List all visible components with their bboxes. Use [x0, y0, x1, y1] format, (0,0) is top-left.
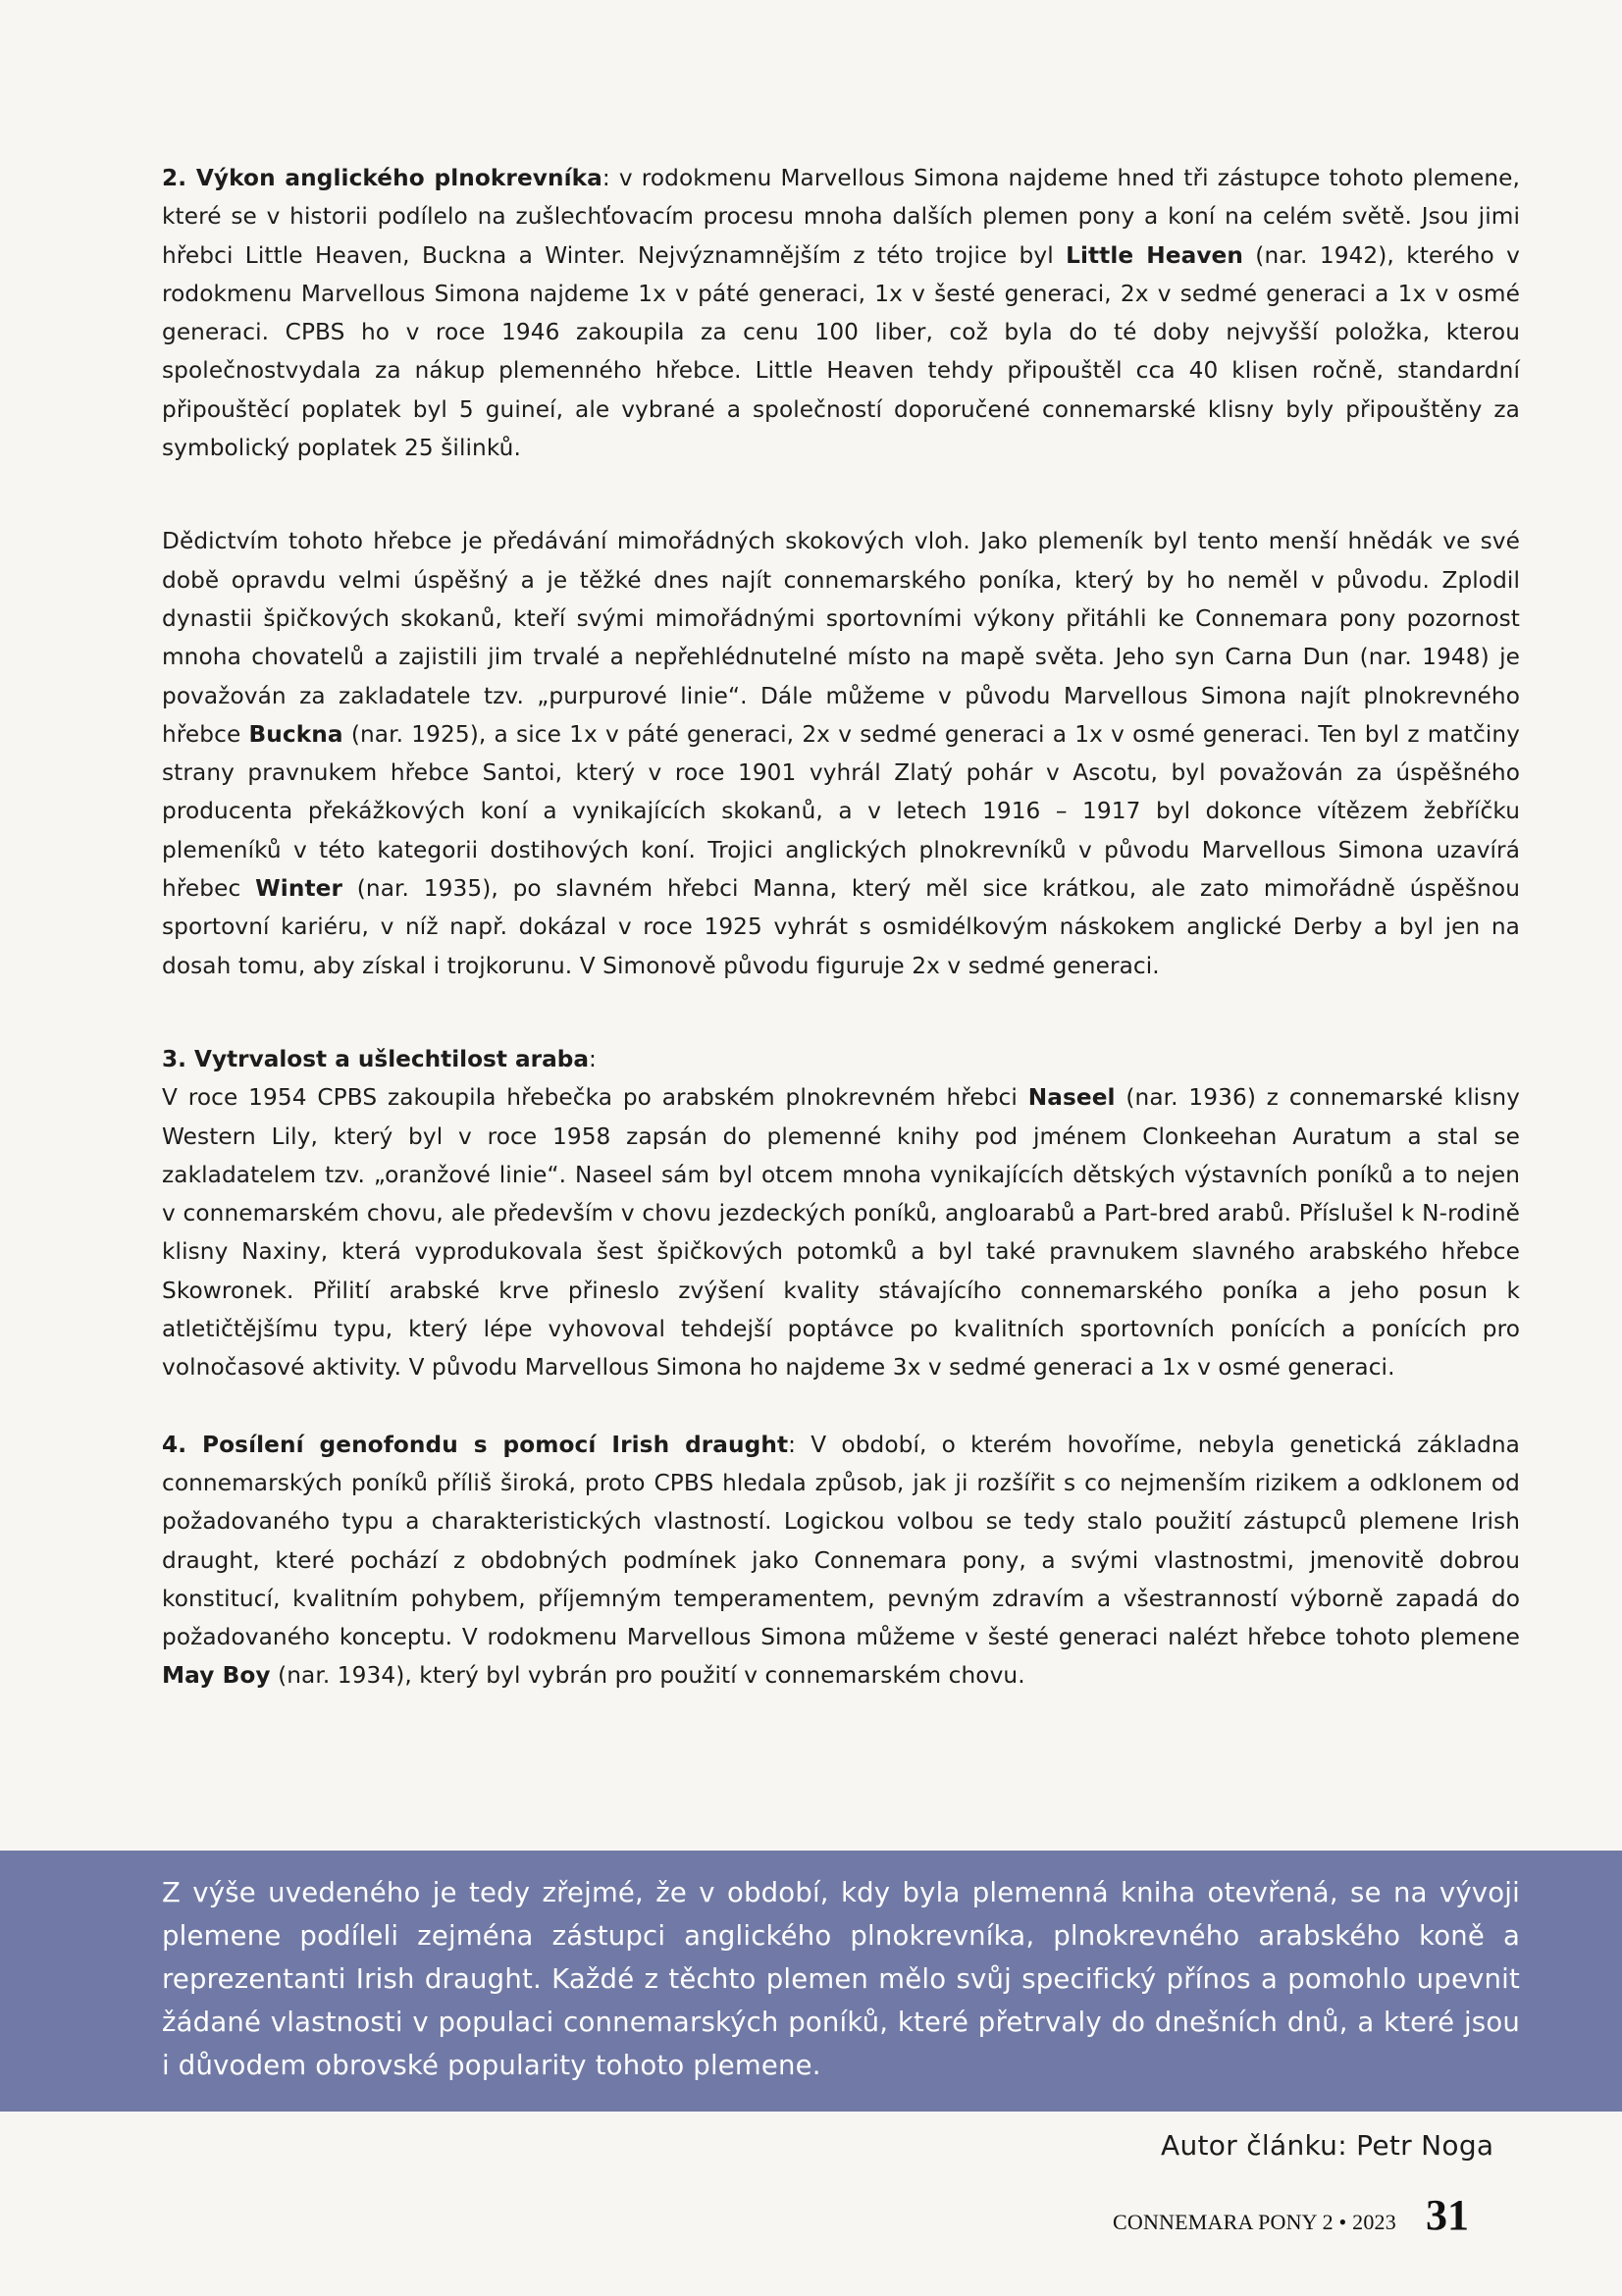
text-run: : v rodokmenu Marvellous Simona najdeme hned tři zástupce tohoto plemene, které se v historii podílelo na zušlechťovacím procesu mnoha dalších plemen pony a koní na celém světě. Jsou jimi hřebci Little Heaven, Buckna a Winter. Nejvýznamnějším z této trojice byl	[162, 165, 1520, 269]
text-run: (nar. 1925), a sice 1x v páté generaci, 2x v sedmé generaci a 1x v osmé generaci. Ten byl z matčiny strany pravnukem hřebce Santoi, který v roce 1901 vyhrál Zlatý pohár v Ascotu, byl považován za úspěšného producenta překážkových koní a vynikajících skokanů, a v letech 1916 – 1917 byl dokonce vítězem žebříčku plemeníků v této kategorii dostihových koní. Trojici anglických plnokrevníků v původu Marvellous Simona uzavírá hřebec	[162, 720, 1520, 903]
text-run: (nar. 1934), který byl vybrán pro použití v connemarském chovu.	[270, 1662, 1025, 1690]
section-3-heading	[162, 1040, 1520, 1078]
page-number: 31	[1425, 2191, 1469, 2239]
section-3-title: 3. Vytrvalost a ušlechtilost araba	[162, 1045, 589, 1072]
bold-term: 2. Výkon anglického plnokrevníka	[162, 165, 602, 191]
text-run: Dědictvím tohoto hřebce je předávání mimořádných skokových vloh. Jako plemeník byl tento menší hnědák ve své době opravdu velmi úspěšný a je těžké dnes najít connemarského poníka, který by ho neměl v původu. Zplodil dynastii špičkových skokanů, kteří svými mimořádnými sportovními výkony přitáhli ke Connemara pony pozornost mnoha chovatelů a zajistili jim trvalé a nepřehlédnutelné místo na mapě světa. Jeho syn Carna Dun (nar. 1948) je považován za zakladatele tzv. „purpurové linie“. Dále můžeme v původu Marvellous Simona najít plnokrevného hřebce	[162, 528, 1520, 748]
text-run: (nar. 1942), kterého v rodokmenu Marvellous Simona najdeme 1x v páté generaci, 1x v šesté generaci, 2x v sedmé generaci a 1x v osmé generaci. CPBS ho v roce 1946 zakoupila za cenu 100 liber, což byla do té doby nejvyšší položka, kterou společnostvydala za nákup plemenného hřebce. Little Heaven tehdy připouštěl cca 40 klisen ročně, standardní připouštěcí poplatek byl 5 guineí, ale vybrané a společností doporučené connemarské klisny byly připouštěny za symbolický poplatek 25 šilinků.	[162, 241, 1520, 462]
section-2-paragraph-1	[162, 159, 1520, 467]
text-run: (nar. 1935), po slavném hřebci Manna, který měl sice krátkou, ale zato mimořádně úspěšnou sportovní kariéru, v níž např. dokázal v roce 1925 vyhrát s osmidélkovým náskokem anglické Derby a byl jen na dosah tomu, aby získal i trojkorunu. V Simonově původu figuruje 2x v sedmé generaci.	[162, 875, 1520, 979]
section-2-paragraph-2	[162, 522, 1520, 985]
summary-text: Z výše uvedeného je tedy zřejmé, že v období, kdy byla plemenná kniha otevřená, se na vývoji plemene podíleli zejména zástupci anglického plnokrevníka, plnokrevného arabského koně a reprezentanti Irish draught. Každé z těchto plemen mělo svůj specifický přínos a pomohlo upevnit žádané vlastnosti v populaci connemarských poníků, které přetrvaly do dnešních dnů, a které jsou i důvodem obrovské popularity tohoto plemene.	[162, 1877, 1520, 2081]
section-3-paragraph-1	[162, 1078, 1520, 1386]
spacer	[162, 985, 1520, 1040]
article-body	[162, 159, 1520, 1696]
bold-term: Buckna	[248, 720, 343, 748]
text-run: V roce 1954 CPBS zakoupila hřebečka po arabském plnokrevném hřebci	[162, 1084, 1028, 1112]
magazine-issue: CONNEMARA PONY 2 • 2023	[1113, 2210, 1396, 2234]
text-run: (nar. 1936) z connemarské klisny Western Lily, který byl v roce 1958 zapsán do plemenné knihy pod jménem Clonkeehan Auratum a stal se zakladatelem tzv. „oranžové linie“. Naseel sám byl otcem mnoha vynikajících dětských výstavních poníků a to nejen v connemarském chovu, ale především v chovu jezdeckých poníků, angloarabů a Part-bred arabů. Příslušel k N-rodině klisny Naxiny, která vyprodukovala šest špičkových potomků a byl také pravnukem slavného arabského hřebce Skowronek. Přilití arabské krve přineslo zvýšení kvality stávajícího connemarského poníka a jeho posun k atletičtějšímu typu, který lépe vyhovoval tehdejší poptávce po kvalitních sportovních ponících a ponících pro volnočasové aktivity. V původu Marvellous Simona ho najdeme 3x v sedmé generaci a 1x v osmé generaci.	[162, 1084, 1520, 1382]
bold-term: 4. Posílení genofondu s pomocí Irish draught	[162, 1431, 789, 1458]
bold-term: Naseel	[1027, 1084, 1116, 1112]
bold-term: Winter	[255, 875, 342, 903]
article-author: Autor článku: Petr Noga	[1161, 2129, 1494, 2162]
summary-box	[0, 1851, 1622, 2112]
spacer	[162, 467, 1520, 522]
bold-term: Little Heaven	[1066, 241, 1243, 269]
spacer	[162, 1387, 1520, 1426]
heading-colon: :	[589, 1045, 597, 1072]
page-footer	[1113, 2190, 1469, 2240]
text-run: : V období, o kterém hovoříme, nebyla genetická základna connemarských poníků příliš široká, proto CPBS hledala způsob, jak ji rozšířit s co nejmenším rizikem a odklonem od požadovaného typu a charakteristických vlastností. Logickou volbou se tedy stalo použití zástupců plemene Irish draught, které pochází z obdobných podmínek jako Connemara pony, a svými vlastnostmi, jmenovitě dobrou konstitucí, kvalitním pohybem, příjemným temperamentem, pevným zdravím a všestranností výborně zapadá do požadovaného konceptu. V rodokmenu Marvellous Simona můžeme v šesté generaci nalézt hřebce tohoto plemene	[162, 1431, 1520, 1651]
bold-term: May Boy	[162, 1662, 271, 1690]
section-4-paragraph-1	[162, 1426, 1520, 1696]
